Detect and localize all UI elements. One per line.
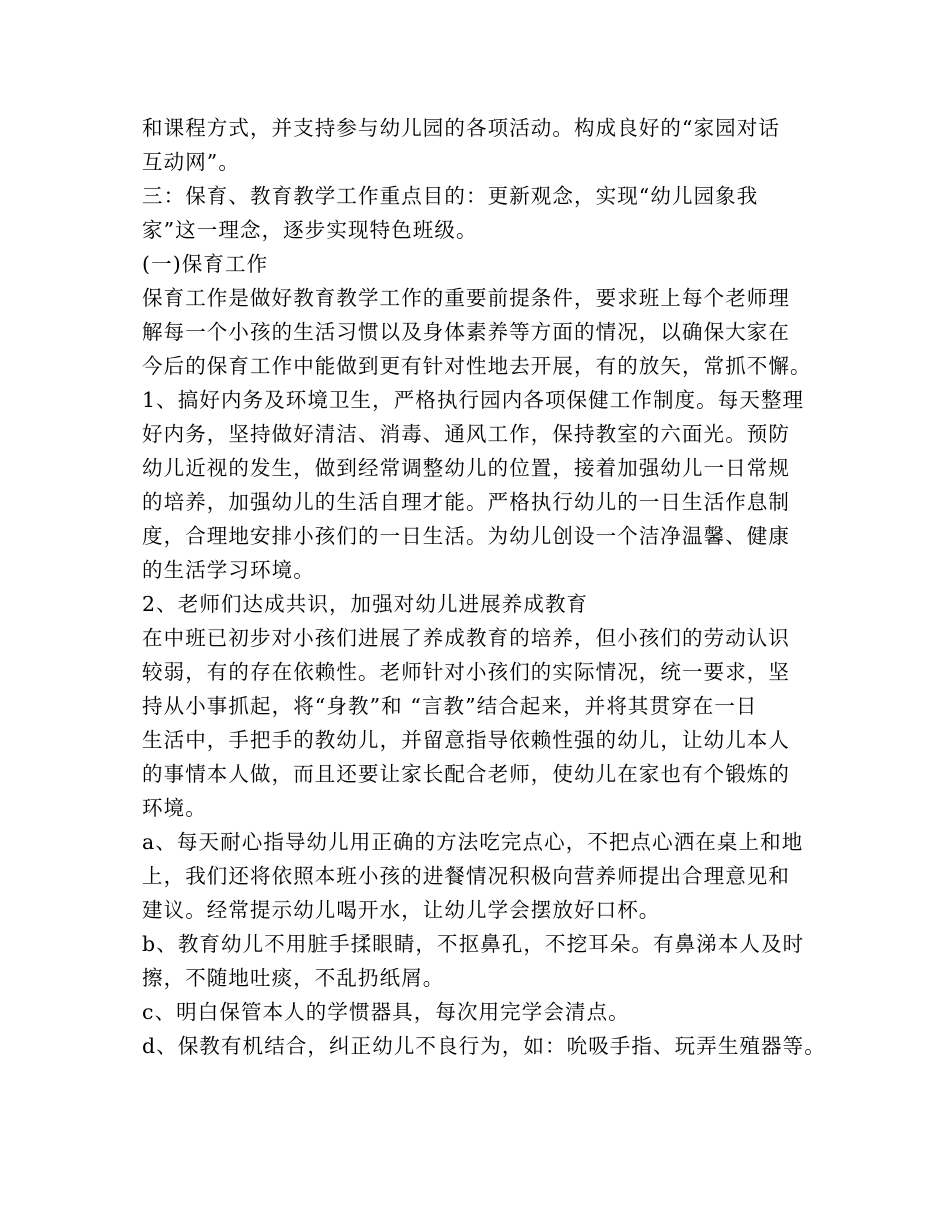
text-line: 度，合理地安排小孩们的一日生活。为幼儿创设一个洁净温馨、健康 xyxy=(142,524,790,548)
text-line: 好内务，坚持做好清洁、消毒、通风工作，保持教室的六面光。预防 xyxy=(142,422,790,446)
document-body xyxy=(142,111,826,1063)
section-heading: 三：保育、教育教学工作重点目的：更新观念，实现“幼儿园象我 xyxy=(142,184,759,208)
text-line: 的培养，加强幼儿的生活自理才能。严格执行幼儿的一日生活作息制 xyxy=(142,490,790,514)
text-line: 生活中，手把手的教幼儿，并留意指导依赖性强的幼儿，让幼儿本人 xyxy=(142,728,790,752)
text-line: 在中班已初步对小孩们进展了养成教育的培养，但小孩们的劳动认识 xyxy=(142,626,790,650)
text-line: 擦，不随地吐痰，不乱扔纸屑。 xyxy=(142,966,445,990)
subsection-heading: (一)保育工作 xyxy=(142,252,269,276)
text-line: a、每天耐心指导幼儿用正确的方法吃完点心，不把点心洒在桌上和地 xyxy=(142,830,804,854)
text-line: 幼儿近视的发生，做到经常调整幼儿的位置，接着加强幼儿一日常规 xyxy=(142,456,790,480)
text-line: b、教育幼儿不用脏手揉眼睛，不抠鼻孔，不挖耳朵。有鼻涕本人及时 xyxy=(142,932,805,956)
text-line: 今后的保育工作中能做到更有针对性地去开展，有的放矢，常抓不懈。 xyxy=(142,354,812,378)
text-line: 环境。 xyxy=(142,796,207,820)
text-line: 互动网”。 xyxy=(142,150,240,174)
text-line: 和课程方式，并支持参与幼儿园的各项活动。构成良好的“家园对话 xyxy=(142,116,780,140)
text-line: 较弱，有的存在依赖性。老师针对小孩们的实际情况，统一要求，坚 xyxy=(142,660,790,684)
text-line: d、保教有机结合，纠正幼儿不良行为，如：吮吸手指、玩弄生殖器等。 xyxy=(142,1034,826,1058)
text-line: 1、搞好内务及环境卫生，严格执行园内各项保健工作制度。每天整理 xyxy=(142,388,805,412)
text-line: 2、老师们达成共识，加强对幼儿进展养成教育 xyxy=(142,592,589,616)
text-line: 解每一个小孩的生活习惯以及身体素养等方面的情况，以确保大家在 xyxy=(142,320,790,344)
text-line: 保育工作是做好教育教学工作的重要前提条件，要求班上每个老师理 xyxy=(142,286,790,310)
text-line: 家”这一理念，逐步实现特色班级。 xyxy=(142,218,478,242)
text-line: 上，我们还将依照本班小孩的进餐情况积极向营养师提出合理意见和 xyxy=(142,864,790,888)
text-line: 的生活学习环境。 xyxy=(142,558,315,582)
text-line: c、明白保管本人的学惯器具，每次用完学会清点。 xyxy=(142,1000,630,1024)
text-line: 的事情本人做，而且还要让家长配合老师，使幼儿在家也有个锻炼的 xyxy=(142,762,790,786)
text-line: 建议。经常提示幼儿喝开水，让幼儿学会摆放好口杯。 xyxy=(142,898,661,922)
text-line: 持从小事抓起，将“身教”和 “言教”结合起来，并将其贯穿在一日 xyxy=(142,694,758,718)
